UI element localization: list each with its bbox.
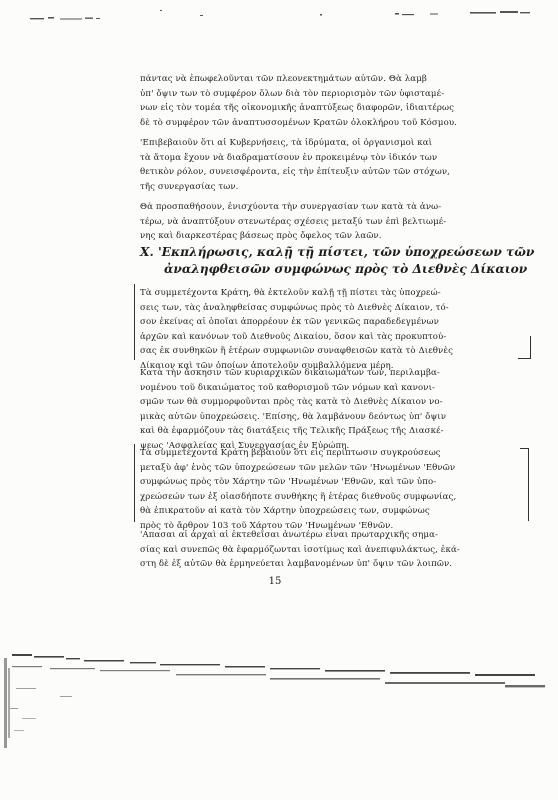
text-line: Τὰ συμμετέχοντα Κράτη, θὰ ἐκτελοῦν καλῇ τῇ πίστει τὰς ὑποχρεώ-	[140, 288, 441, 298]
paragraph-5	[140, 366, 524, 454]
text-line: σον ἐκείνας αἱ ὁποῖαι ἀπορρέουν ἐκ τῶν γενικῶς παραδεδεγμένων	[140, 317, 439, 328]
paragraph-6	[140, 446, 524, 534]
paragraph-2	[140, 136, 524, 194]
text-line: 'Απασαι αἱ ἀρχαὶ αἱ ἐκτεθεῖσαι ἀνωτέρω εἶναι πρωταρχικῆς σημα-	[140, 530, 438, 540]
scan-noise-bottom	[0, 648, 558, 768]
text-line: ψεως 'Ασφαλείας καὶ Συνεργασίας ἐν Εὐρώπη.	[140, 440, 350, 451]
text-line: σεις των, τὰς ἀναληφθείσας συμφώνως πρὸς τὸ Διεθνὲς Δίκαιον, τό-	[140, 302, 449, 313]
text-line: πάντας νὰ ἐπωφελοῦνται τῶν πλεονεκτημάτων αὐτῶν. Θὰ λαμβ	[140, 74, 427, 84]
section-heading-line-2: ἀναληφθεισῶν συμφώνως πρὸς τὸ Διεθνὲς Δίκαιον	[164, 262, 528, 276]
text-line: θὰ ἐπικρατοῦν αἱ κατὰ τὸν Χάρτην ὑποχρεώσεις των, συμφώνως	[140, 506, 430, 517]
paragraph-4	[140, 286, 524, 374]
paragraph-1	[140, 72, 524, 130]
text-line: 'Επιβεβαιοῦν ὅτι αἱ Κυβερνήσεις, τὰ ἱδρύματα, οἱ ὀργανισμοὶ καὶ	[140, 138, 433, 148]
page-number: 15	[268, 576, 282, 587]
section-heading-line-1: X. 'Εκπλήρωσις, καλῇ τῇ πίστει, τῶν ὑποχρεώσεων τῶν	[140, 245, 535, 259]
text-line: μικὰς αὐτῶν ὑποχρεώσεις. 'Επίσης, θὰ λαμβάνουν δεόντως ὑπ' ὄψιν	[140, 411, 447, 422]
text-line: νης καὶ διαρκεστέρας βάσεως πρὸς ὄφελος τῶν λαῶν.	[140, 231, 382, 242]
scan-noise-top	[0, 0, 558, 30]
text-line: θετικὸν ρόλον, συνεισφέροντα, εἰς τὴν ἐπίτευξιν αὐτῶν τῶν στόχων,	[140, 167, 450, 178]
text-line: Θὰ προσπαθήσουν, ἐνισχύοντα τὴν συνεργασίαν των κατὰ τὰ ἀνω-	[140, 202, 442, 212]
text-line: Δίκαιον καὶ τῶν ὁποίων ἀποτελοῦν συμβαλλόμενα μέρη.	[140, 360, 394, 371]
section-heading	[140, 244, 535, 278]
paragraph-3	[140, 200, 524, 244]
text-line: Κατὰ τὴν ἄσκησιν τῶν κυριαρχικῶν δικαιωμάτων των, περιλαμβα-	[140, 368, 440, 378]
paragraph-7	[140, 528, 524, 572]
text-line: σμῶν των θὰ συμμορφοῦνται πρὸς τὰς κατὰ τὸ Διεθνὲς Δίκαιον νο-	[140, 397, 443, 408]
text-line: στη δὲ ἐξ αὐτῶν θὰ ἑρμηνεύεται λαμβανομένων ὑπ' ὄψιν τῶν λοιπῶν.	[140, 559, 453, 570]
text-line: χρεώσεών των ἐξ οἱασδήποτε συνθήκης ἢ ἑτέρας διεθνοῦς συμφωνίας,	[140, 491, 457, 502]
text-line: ἀρχῶν καὶ κανόνων τοῦ Διεθνοῦς Δικαίου, ὅσον καὶ τὰς προκυπτού-	[140, 331, 447, 342]
text-line: σίας καὶ συνεπῶς θὰ ἐφαρμόζωνται ἰσοτίμως καὶ ἀνεπιφυλάκτως, ἑκά-	[140, 544, 460, 555]
text-line: καὶ θὰ ἐφαρμόζουν τὰς διατάξεις τῆς Τελικῆς Πράξεως τῆς Διασκέ-	[140, 426, 444, 437]
text-line: τῆς συνεργασίας των.	[140, 181, 239, 192]
text-line: πρὸς τὸ ἄρθρον 103 τοῦ Χάρτου τῶν 'Ηνωμένων 'Εθνῶν.	[140, 520, 394, 531]
text-line: τέρω, νὰ ἀναπτύξουν στενωτέρας σχέσεις μεταξύ των ἐπὶ βελτιωμέ-	[140, 216, 447, 227]
text-line: σας ἐκ συνθηκῶν ἢ ἑτέρων συμφωνιῶν συναφθεισῶν κατὰ τὸ Διεθνὲς	[140, 346, 454, 357]
text-line: δὲ τὸ συμφέρον τῶν ἀναπτυσσομένων Κρατῶν ὁλοκλήρου τοῦ Κόσμου.	[140, 117, 458, 128]
text-line: Τὰ συμμετέχοντα Κράτη βεβαιοῦν ὅτι εἰς περίπτωσιν συγκρούσεως	[140, 448, 441, 458]
text-line: νομένου τοῦ δικαιώματος τοῦ καθορισμοῦ τῶν νόμων καὶ κανονι-	[140, 382, 436, 393]
text-line: μεταξὺ ἀφ' ἑνὸς τῶν ὑποχρεώσεων τῶν μελῶν τῶν 'Ηνωμένων 'Εθνῶν	[140, 462, 456, 473]
text-line: ὑπ' ὄψιν των τὸ συμφέρον ὅλων διὰ τὸν περιορισμὸν τῶν ὑφισταμέ-	[140, 88, 445, 99]
text-line: νων εἰς τὸν τομέα τῆς οἰκονομικῆς ἀναπτύξεως διαφορῶν, ἰδιαιτέρως	[140, 103, 455, 114]
margin-bracket-2	[134, 444, 137, 522]
text-line: τὰ ἄτομα ἔχουν νὰ διαδραματίσουν ἐν προκειμένῳ τὸν ἰδικόν των	[140, 152, 438, 163]
text-line: συμφώνως πρὸς τὸν Χάρτην τῶν 'Ηνωμένων 'Εθνῶν, καὶ τῶν ὑπο-	[140, 477, 437, 488]
